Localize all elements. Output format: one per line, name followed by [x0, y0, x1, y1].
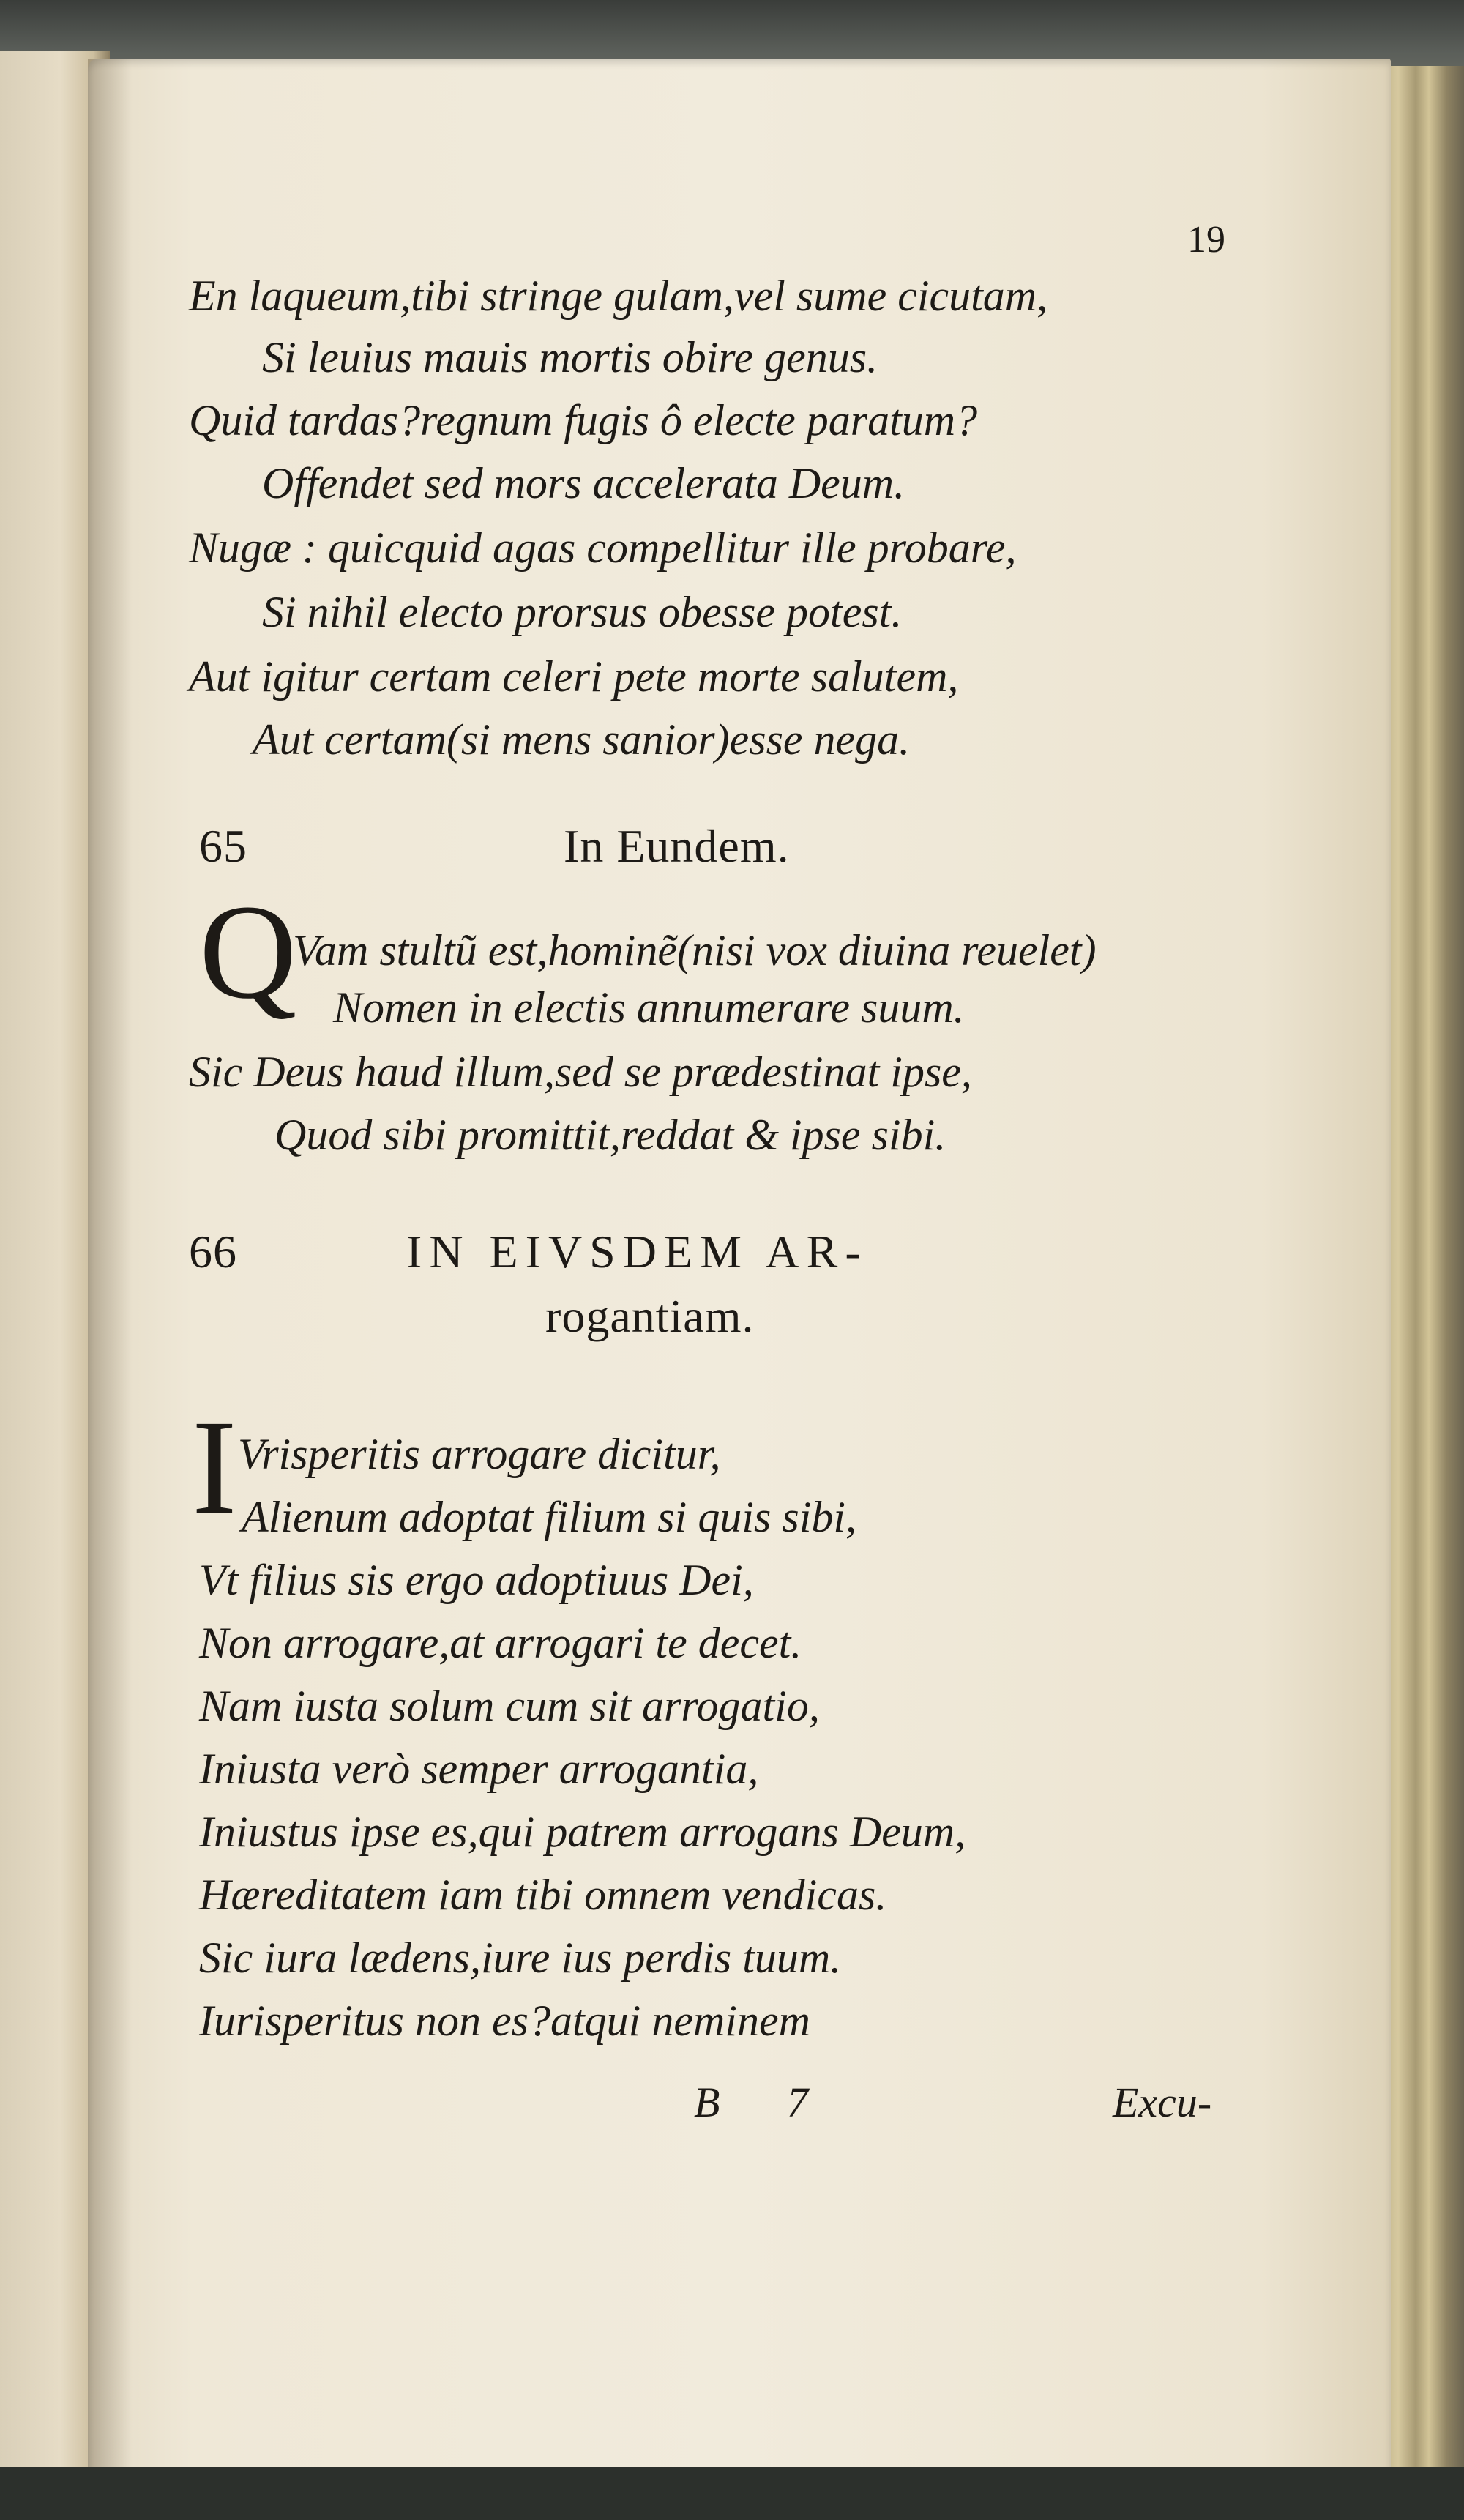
- epigram-number: 66: [189, 1226, 237, 1278]
- epigram-number: 65: [199, 820, 247, 872]
- verse-line: Sic Deus haud illum,sed se prædestinat ipse,: [189, 1048, 972, 1096]
- verse-line: En laqueum,tibi stringe gulam,vel sume cicutam,: [189, 272, 1048, 320]
- signature-number: 7: [787, 2079, 808, 2126]
- verse-line: Nam iusta solum cum sit arrogatio,: [199, 1682, 820, 1730]
- verse-line: Nomen in electis annumerare suum.: [333, 983, 965, 1032]
- verse-line: Vt filius sis ergo adoptiuus Dei,: [199, 1556, 754, 1604]
- verse-line: Si nihil electo prorsus obesse potest.: [262, 588, 903, 636]
- verse-line: Alienum adoptat filium si quis sibi,: [242, 1493, 857, 1541]
- verse-line: Iniusta verò semper arrogantia,: [199, 1745, 759, 1793]
- verse-line: Quod sibi promittit,reddat & ipse sibi.: [274, 1111, 946, 1159]
- verse-line: Iurisperitus non es?atqui neminem: [199, 1997, 810, 2045]
- signature-mark: B: [694, 2079, 720, 2126]
- verse-line: Hæreditatem iam tibi omnem vendicas.: [199, 1871, 887, 1919]
- epigram-title: In Eundem.: [564, 820, 790, 872]
- page-number: 19: [1187, 219, 1225, 261]
- verse-line: Vam stultũ est,hominẽ(nisi vox diuina reuelet): [293, 926, 1097, 974]
- verse-line: Iniustus ipse es,qui patrem arrogans Deum,: [199, 1808, 966, 1856]
- epigram-title: IN EIVSDEM AR-: [406, 1226, 868, 1278]
- verse-line: Si leuius mauis mortis obire genus.: [262, 333, 878, 381]
- verse-line: Non arrogare,at arrogari te decet.: [199, 1619, 802, 1667]
- drop-capital: Q: [199, 877, 297, 1027]
- verse-line: Vrisperitis arrogare dicitur,: [238, 1430, 721, 1478]
- drop-capital: I: [192, 1393, 237, 1543]
- verse-line: Aut igitur certam celeri pete morte salutem,: [189, 652, 959, 701]
- verse-line: Nugæ : quicquid agas compellitur ille probare,: [189, 523, 1017, 572]
- verse-line: Sic iura lædens,iure ius perdis tuum.: [199, 1934, 842, 1982]
- verse-line: Offendet sed mors accelerata Deum.: [262, 459, 905, 507]
- epigram-title-continued: rogantiam.: [545, 1290, 755, 1342]
- verse-line: Quid tardas?regnum fugis ô electe paratum?: [189, 396, 978, 444]
- catchword: Excu-: [1113, 2079, 1212, 2126]
- verse-line: Aut certam(si mens sanior)esse nega.: [253, 715, 911, 764]
